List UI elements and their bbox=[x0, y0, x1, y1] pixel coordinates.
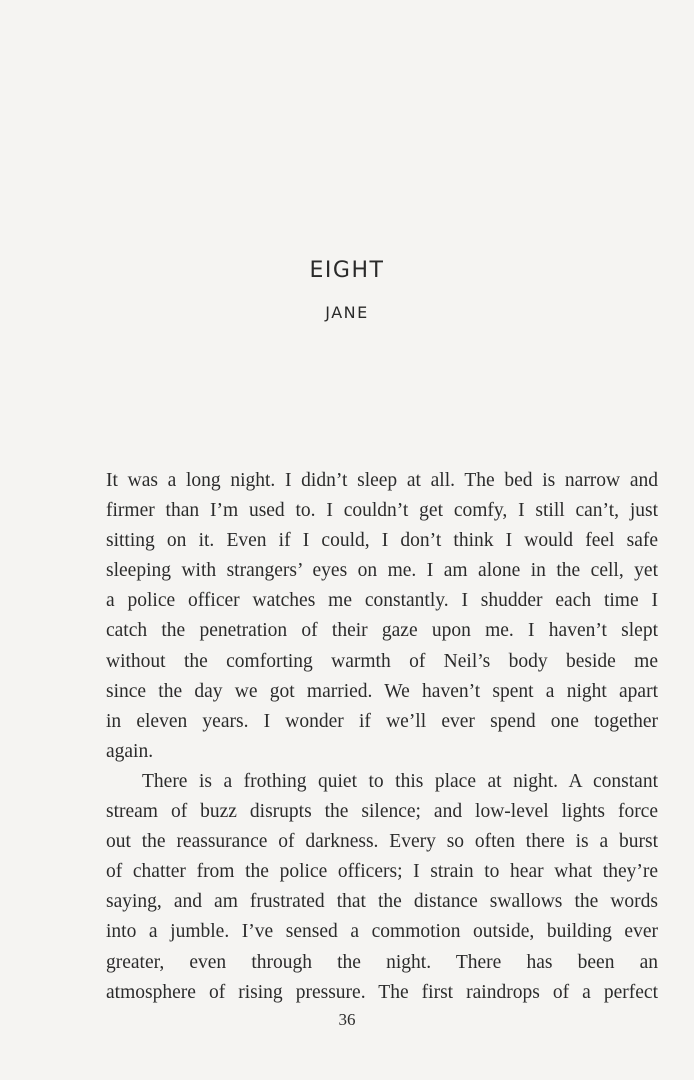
text-line: a police officer watches me constantly. I shudder each time I bbox=[106, 590, 658, 612]
text-line: It was a long night. I didn’t sleep at all. The bed is narrow and bbox=[106, 470, 658, 491]
text-line: of chatter from the police officers; I strain to hear what they’re bbox=[106, 861, 658, 883]
page-number: 36 bbox=[338, 1010, 356, 1029]
text-line: in eleven years. I wonder if we’ll ever spend one together bbox=[106, 710, 658, 732]
text-line: without the comforting warmth of Neil’s body beside me bbox=[106, 650, 658, 672]
text-line: stream of buzz disrupts the silence; and low-level lights force bbox=[106, 801, 658, 823]
text-line: firmer than I’m used to. I couldn’t get comfy, I still can’t, just bbox=[106, 500, 658, 522]
body-text bbox=[106, 466, 686, 1008]
text-line: again. bbox=[106, 740, 154, 762]
text-line: atmosphere of rising pressure. The first raindrops of a perfect bbox=[106, 981, 658, 1003]
chapter-number: EIGHT bbox=[309, 258, 385, 283]
text-line: saying, and am frustrated that the distance swallows the words bbox=[106, 891, 658, 913]
text-line: sleeping with strangers’ eyes on me. I am alone in the cell, yet bbox=[106, 560, 658, 582]
text-line: catch the penetration of their gaze upon me. I haven’t slept bbox=[106, 620, 658, 642]
chapter-title: JANE bbox=[325, 303, 369, 322]
text-line: sitting on it. Even if I could, I don’t think I would feel safe bbox=[106, 530, 658, 552]
text-line: greater, even through the night. There has been an bbox=[106, 951, 658, 973]
text-line: out the reassurance of darkness. Every so often there is a burst bbox=[106, 831, 658, 853]
text-line: There is a frothing quiet to this place at night. A constant bbox=[142, 770, 658, 792]
text-line: since the day we got married. We haven’t spent a night apart bbox=[106, 680, 658, 702]
text-line: into a jumble. I’ve sensed a commotion outside, building ever bbox=[106, 921, 658, 943]
